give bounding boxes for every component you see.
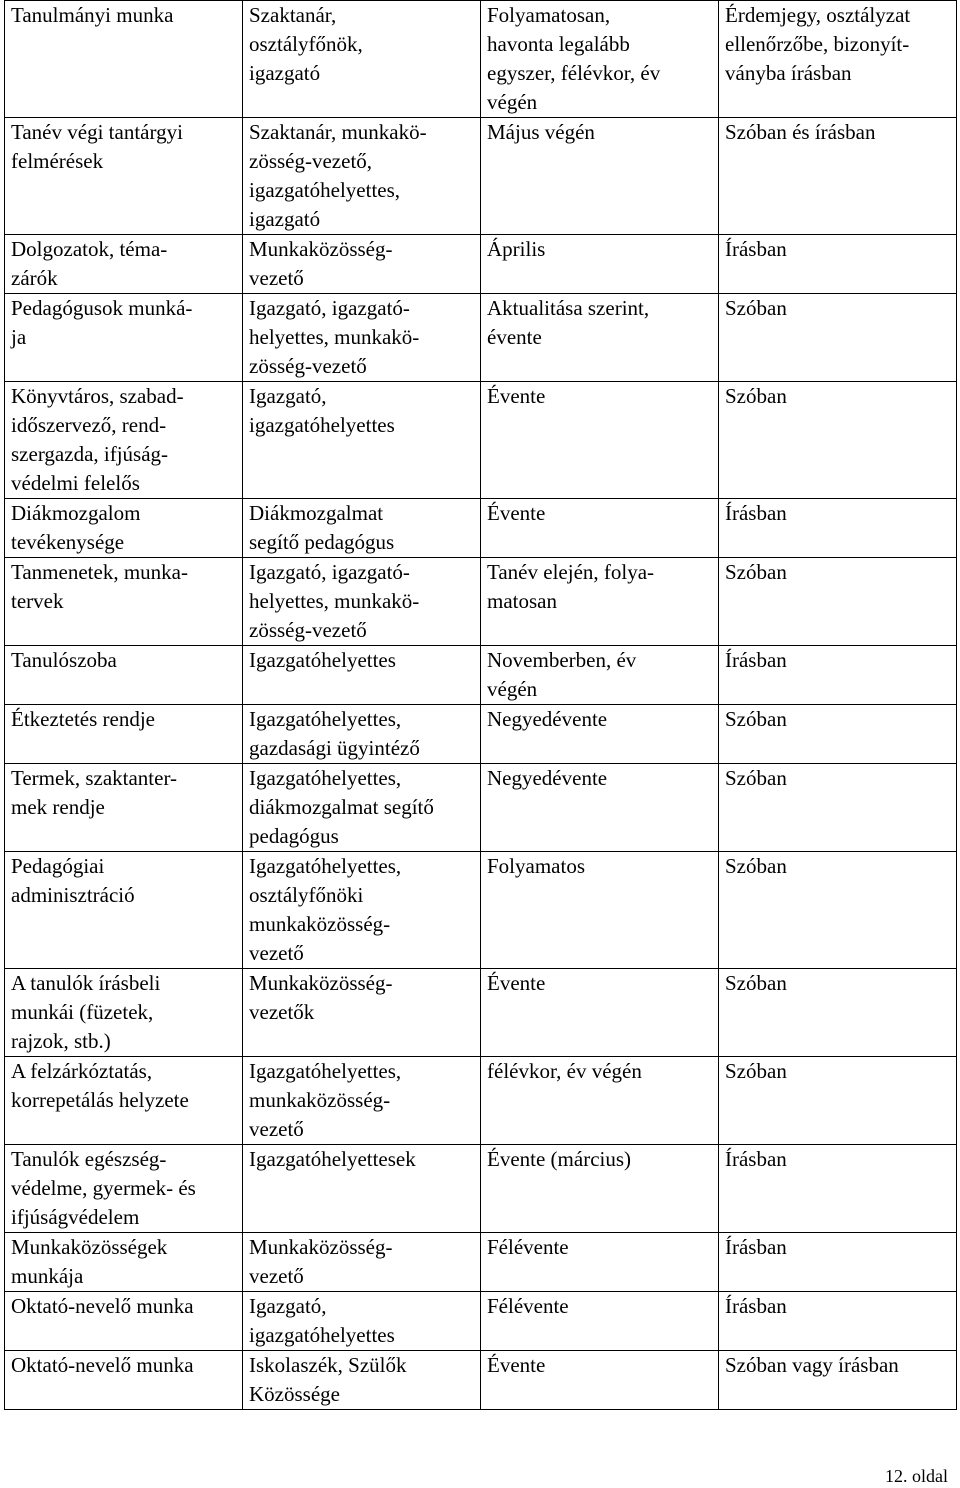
table-cell-method: Szóban xyxy=(719,558,957,646)
table-cell-responsible: Igazgatóhelyettes xyxy=(243,646,481,705)
table-cell-frequency: Negyedévente xyxy=(481,764,719,852)
table-cell-area: A tanulók írásbeli munkái (füzetek, rajzok, stb.) xyxy=(5,969,243,1057)
table-cell-frequency: Aktualitása szerint, évente xyxy=(481,294,719,382)
table-cell-frequency: Évente xyxy=(481,969,719,1057)
table-row xyxy=(5,1233,957,1292)
table-cell-frequency: Novemberben, év végén xyxy=(481,646,719,705)
table-row xyxy=(5,235,957,294)
page-number: 12. oldal xyxy=(885,1466,948,1486)
table-cell-area: Tanulók egészség- védelme, gyermek- és ifjúságvédelem xyxy=(5,1145,243,1233)
table-cell-frequency: Évente xyxy=(481,499,719,558)
table-cell-frequency: Tanév elején, folya- matosan xyxy=(481,558,719,646)
table-row xyxy=(5,1,957,118)
table-cell-frequency: Folyamatos xyxy=(481,852,719,969)
table-cell-responsible: Diákmozgalmat segítő pedagógus xyxy=(243,499,481,558)
table-cell-responsible: Igazgatóhelyettes, diákmozgalmat segítő pedagógus xyxy=(243,764,481,852)
table-row xyxy=(5,499,957,558)
table-row xyxy=(5,118,957,235)
table-cell-responsible: Igazgatóhelyettes, gazdasági ügyintéző xyxy=(243,705,481,764)
table-cell-area: Tanmenetek, munka- tervek xyxy=(5,558,243,646)
table-cell-responsible: Igazgató, igazgató- helyettes, munkakö- zösség-vezető xyxy=(243,558,481,646)
table-row xyxy=(5,294,957,382)
table-row xyxy=(5,382,957,499)
table-cell-responsible: Igazgatóhelyettes, osztályfőnöki munkaközösség- vezető xyxy=(243,852,481,969)
table-row xyxy=(5,1145,957,1233)
table-cell-frequency: félévkor, év végén xyxy=(481,1057,719,1145)
table-cell-method: Szóban xyxy=(719,294,957,382)
table-cell-method: Szóban és írásban xyxy=(719,118,957,235)
table-cell-frequency: Évente xyxy=(481,1351,719,1410)
table-cell-method: Írásban xyxy=(719,1292,957,1351)
table-row xyxy=(5,705,957,764)
table-cell-method: Szóban vagy írásban xyxy=(719,1351,957,1410)
table-cell-area: Oktató-nevelő munka xyxy=(5,1351,243,1410)
table-row xyxy=(5,646,957,705)
table-cell-area: Tanulmányi munka xyxy=(5,1,243,118)
table-cell-method: Szóban xyxy=(719,382,957,499)
control-schedule-table xyxy=(4,0,957,1410)
table-cell-frequency: Félévente xyxy=(481,1292,719,1351)
table-cell-responsible: Igazgatóhelyettesek xyxy=(243,1145,481,1233)
table-cell-frequency: Évente (március) xyxy=(481,1145,719,1233)
table-cell-responsible: Igazgató, igazgatóhelyettes xyxy=(243,382,481,499)
table-cell-method: Írásban xyxy=(719,1145,957,1233)
table-cell-area: Étkeztetés rendje xyxy=(5,705,243,764)
table-cell-responsible: Igazgató, igazgatóhelyettes xyxy=(243,1292,481,1351)
table-cell-area: Tanulószoba xyxy=(5,646,243,705)
table-cell-responsible: Munkaközösség- vezető xyxy=(243,235,481,294)
table-cell-frequency: Félévente xyxy=(481,1233,719,1292)
table-row xyxy=(5,1351,957,1410)
table-cell-method: Szóban xyxy=(719,764,957,852)
table-cell-method: Szóban xyxy=(719,852,957,969)
table-cell-responsible: Igazgatóhelyettes, munkaközösség- vezető xyxy=(243,1057,481,1145)
table-cell-area: Oktató-nevelő munka xyxy=(5,1292,243,1351)
table-cell-method: Írásban xyxy=(719,1233,957,1292)
table-cell-area: Könyvtáros, szabad- időszervező, rend- szergazda, ifjúság- védelmi felelős xyxy=(5,382,243,499)
table-cell-method: Szóban xyxy=(719,969,957,1057)
table-cell-area: Tanév végi tantárgyi felmérések xyxy=(5,118,243,235)
table-row xyxy=(5,764,957,852)
table-cell-area: Diákmozgalom tevékenysége xyxy=(5,499,243,558)
table-cell-method: Írásban xyxy=(719,646,957,705)
table-row xyxy=(5,558,957,646)
table-cell-responsible: Igazgató, igazgató- helyettes, munkakö- zösség-vezető xyxy=(243,294,481,382)
table-cell-responsible: Szaktanár, munkakö- zösség-vezető, igazgatóhelyettes, igazgató xyxy=(243,118,481,235)
table-cell-frequency: Április xyxy=(481,235,719,294)
table-cell-area: Munkaközösségek munkája xyxy=(5,1233,243,1292)
table-cell-method: Írásban xyxy=(719,499,957,558)
table-cell-method: Írásban xyxy=(719,235,957,294)
table-body xyxy=(5,1,957,1410)
table-cell-frequency: Évente xyxy=(481,382,719,499)
table-row xyxy=(5,852,957,969)
table-row xyxy=(5,969,957,1057)
table-cell-responsible: Szaktanár, osztályfőnök, igazgató xyxy=(243,1,481,118)
table-cell-method: Szóban xyxy=(719,1057,957,1145)
table-cell-area: Termek, szaktanter- mek rendje xyxy=(5,764,243,852)
table-cell-responsible: Iskolaszék, Szülők Közössége xyxy=(243,1351,481,1410)
table-row xyxy=(5,1057,957,1145)
table-cell-frequency: Negyedévente xyxy=(481,705,719,764)
table-cell-responsible: Munkaközösség- vezető xyxy=(243,1233,481,1292)
table-cell-method: Érdemjegy, osztályzat ellenőrzőbe, bizonyít- ványba írásban xyxy=(719,1,957,118)
table-cell-area: Pedagógusok munká- ja xyxy=(5,294,243,382)
table-row xyxy=(5,1292,957,1351)
table-cell-method: Szóban xyxy=(719,705,957,764)
table-cell-responsible: Munkaközösség- vezetők xyxy=(243,969,481,1057)
table-cell-area: A felzárkóztatás, korrepetálás helyzete xyxy=(5,1057,243,1145)
table-cell-frequency: Folyamatosan, havonta legalább egyszer, félévkor, év végén xyxy=(481,1,719,118)
table-cell-area: Pedagógiai adminisztráció xyxy=(5,852,243,969)
table-cell-frequency: Május végén xyxy=(481,118,719,235)
table-cell-area: Dolgozatok, téma- zárók xyxy=(5,235,243,294)
